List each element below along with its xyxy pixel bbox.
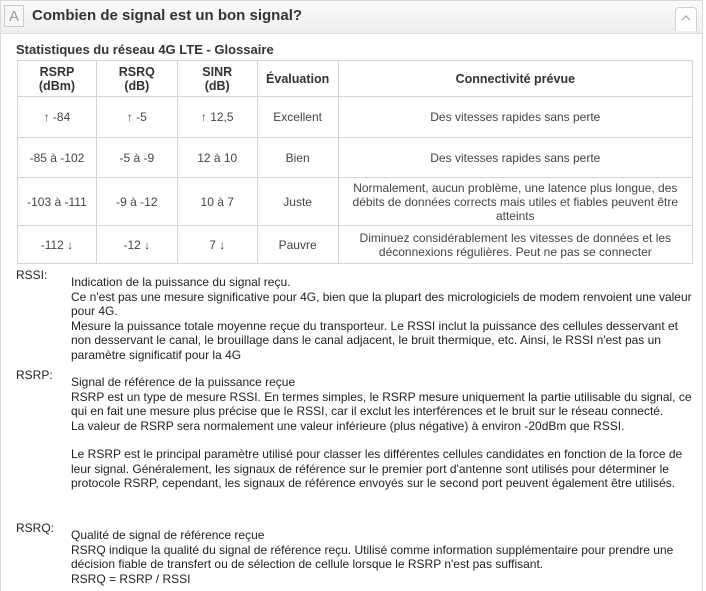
header-sinr: SINR (dB) (177, 61, 257, 97)
section-title: Statistiques du réseau 4G LTE - Glossaire (16, 42, 274, 57)
cell-rsrp: -85 à -102 (18, 138, 97, 178)
cell-rsrq: -9 à -12 (96, 178, 177, 226)
cell-connectivity: Normalement, aucun problème, une latence plus longue, des débits de données corrects mais utiles et fiables peuvent être atteints (338, 178, 692, 226)
cell-rsrp: -103 à -111 (18, 178, 97, 226)
cell-connectivity: Des vitesses rapides sans perte (338, 138, 692, 178)
header-connectivity: Connectivité prévue (338, 61, 692, 97)
table-header-row (18, 61, 693, 97)
cell-sinr: 12 à 10 (177, 138, 257, 178)
cell-rsrp: -112 ↓ (18, 226, 97, 264)
table-row (18, 138, 693, 178)
header-evaluation: Évaluation (257, 61, 338, 97)
chevron-up-icon (681, 14, 691, 21)
panel-title: Combien de signal est un bon signal? (32, 7, 303, 24)
header-rsrp: RSRP (dBm) (18, 61, 97, 97)
definition-term: RSSI: (16, 268, 48, 282)
table-row (18, 226, 693, 264)
cell-rsrq: ↑ -5 (96, 97, 177, 138)
panel-header[interactable] (1, 1, 702, 34)
font-letter-icon: A (4, 5, 24, 27)
cell-evaluation: Juste (257, 178, 338, 226)
collapse-button[interactable] (675, 7, 697, 31)
cell-connectivity: Diminuez considérablement les vitesses de données et les déconnexions régulières. Peut ne pas se connecter (338, 226, 692, 264)
cell-sinr: 10 à 7 (177, 178, 257, 226)
header-rsrq: RSRQ (dB) (96, 61, 177, 97)
cell-rsrq: -5 à -9 (96, 138, 177, 178)
cell-evaluation: Pauvre (257, 226, 338, 264)
definition-term: RSRQ: (16, 521, 55, 535)
cell-sinr: 7 ↓ (177, 226, 257, 264)
cell-rsrp: ↑ -84 (18, 97, 97, 138)
cell-evaluation: Excellent (257, 97, 338, 138)
cell-connectivity: Des vitesses rapides sans perte (338, 97, 692, 138)
table-row (18, 178, 693, 226)
cell-sinr: ↑ 12,5 (177, 97, 257, 138)
cell-evaluation: Bien (257, 138, 338, 178)
definition-text: Indication de la puissance du signal reçu. Ce n'est pas une mesure significative pour 4G, bien que la plupart des micrologiciels de modem renvoient une valeur pour 4G. Mesure la puissance totale moyenne reçue du transporteur. Le RSSI inclut la puissance des cellules desservant et non desservant le canal, le brouillage dans le canal adjacent, le bruit thermique, etc. Ainsi, le RSSI n'est pas un paramètre significatif pour la 4G (71, 275, 692, 362)
definition-text: Signal de référence de la puissance reçue RSRP est un type de mesure RSSI. En termes simples, le RSRP mesure uniquement la partie utilisable du signal, ce qui en fait une mesure plus précise que le RSSI, car il exclut les interférences et le bruit sur le réseau connecté. La valeur de RSRP sera normalement une valeur inférieure (plus négative) à environ -20dBm que RSSI. Le RSRP est le principal paramètre utilisé pour classer les différentes cellules candidates en fonction de la force de leur signal. Généralement, les signaux de référence sur le premier port d'antenne sont utilisés pour déterminer le protocole RSRP, cependant, les signaux de référence envoyés sur le second port peuvent également être utilisés. (71, 375, 692, 490)
table-row (18, 97, 693, 138)
cell-rsrq: -12 ↓ (96, 226, 177, 264)
definition-term: RSRP: (16, 368, 53, 382)
definition-text: Qualité de signal de référence reçue RSRQ indique la qualité du signal de référence reçu. Utilisé comme information supplémentaire pour prendre une décision fiable de transfert ou de sélection de cellule lorsque le RSRP n'est pas suffisant. RSRQ = RSRP / RSSI (71, 528, 674, 586)
signal-table (17, 60, 693, 264)
